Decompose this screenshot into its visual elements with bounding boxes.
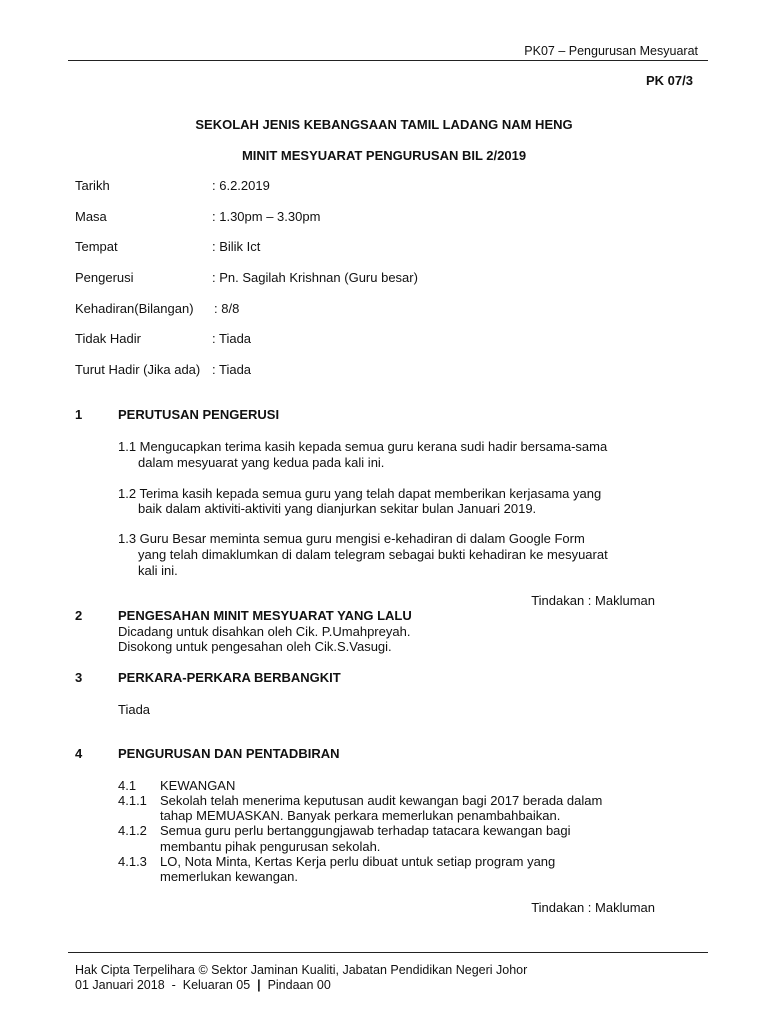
detail-label-also-present: Turut Hadir (Jika ada) (75, 362, 201, 377)
footer-revision: Pindaan 00 (267, 978, 331, 992)
item-1-1-line2: dalam mesyuarat yang kedua pada kali ini. (138, 455, 385, 470)
section-3-title: PERKARA-PERKARA BERBANGKIT (118, 670, 341, 685)
section-1-title: PERUTUSAN PENGERUSI (118, 407, 280, 422)
section-2-line1: Dicadang untuk disahkan oleh Cik. P.Umahpreyah. (118, 624, 411, 639)
item-1-1-line1: 1.1 Mengucapkan terima kasih kepada semua guru kerana sudi hadir bersama-sama (118, 439, 608, 454)
footer-rule (68, 952, 708, 953)
section-2-line2: Disokong untuk pengesahan oleh Cik.S.Vasugi. (118, 639, 392, 654)
footer-separator-dash: - (171, 978, 176, 992)
detail-label-venue: Tempat (75, 239, 118, 254)
section-3-number: 3 (75, 670, 83, 685)
item-4-1-1-line2: tahap MEMUASKAN. Banyak perkara memerlukan penambahbaikan. (160, 808, 561, 823)
section-3-body: Tiada (118, 702, 151, 717)
item-4-1-2-line2: membantu pihak pengurusan sekolah. (160, 839, 381, 854)
section-2-number: 2 (75, 608, 83, 623)
detail-value-time: : 1.30pm – 3.30pm (212, 209, 321, 224)
footer-date: 01 Januari 2018 (75, 978, 165, 992)
item-4-1-3-number: 4.1.3 (118, 854, 147, 869)
section-1-number: 1 (75, 407, 83, 422)
item-4-1-2-number: 4.1.2 (118, 823, 147, 838)
detail-label-date: Tarikh (75, 178, 110, 193)
section-4-action: Tindakan : Makluman (531, 900, 655, 915)
doc-reference: PK07 – Pengurusan Mesyuarat (524, 44, 698, 58)
detail-label-attendance: Kehadiran(Bilangan) (75, 301, 194, 316)
detail-label-time: Masa (75, 209, 107, 224)
item-4-1-number: 4.1 (118, 778, 137, 793)
form-code: PK 07/3 (646, 73, 693, 88)
item-4-1-2-line1: Semua guru perlu bertanggungjawab terhadap tatacara kewangan bagi (160, 823, 571, 838)
footer-separator-bar: | (257, 978, 261, 992)
detail-value-venue: : Bilik Ict (212, 239, 261, 254)
item-4-1-1-number: 4.1.1 (118, 793, 147, 808)
detail-label-chair: Pengerusi (75, 270, 134, 285)
item-4-1-3-line1: LO, Nota Minta, Kertas Kerja perlu dibuat untuk setiap program yang (160, 854, 556, 869)
section-1-action: Tindakan : Makluman (531, 593, 655, 608)
meeting-title: MINIT MESYUARAT PENGURUSAN BIL 2/2019 (241, 148, 527, 163)
item-4-1-1-line1: Sekolah telah menerima keputusan audit kewangan bagi 2017 berada dalam (160, 793, 603, 808)
detail-value-date: : 6.2.2019 (212, 178, 270, 193)
item-1-3-line2: yang telah dimaklumkan di dalam telegram sebagai bukti kehadiran ke mesyuarat (138, 547, 608, 562)
item-4-1-3-line2: memerlukan kewangan. (160, 869, 299, 884)
footer-issue: Keluaran 05 (182, 978, 251, 992)
item-1-3-line3: kali ini. (138, 563, 178, 578)
school-name: SEKOLAH JENIS KEBANGSAAN TAMIL LADANG NAM HENG (195, 117, 573, 132)
detail-value-attendance: : 8/8 (214, 301, 240, 316)
item-1-3-line1: 1.3 Guru Besar meminta semua guru mengisi e-kehadiran di dalam Google Form (118, 531, 585, 546)
section-4-number: 4 (75, 746, 83, 761)
detail-label-absent: Tidak Hadir (75, 331, 141, 346)
item-1-2-line1: 1.2 Terima kasih kepada semua guru yang telah dapat memberikan kerjasama yang (118, 486, 602, 501)
item-4-1-text: KEWANGAN (160, 778, 236, 793)
footer-copyright: Hak Cipta Terpelihara © Sektor Jaminan Kualiti, Jabatan Pendidikan Negeri Johor (75, 963, 528, 977)
item-1-2-line2: baik dalam aktiviti-aktiviti yang dianjurkan sekitar bulan Januari 2019. (138, 501, 537, 516)
detail-value-absent: : Tiada (212, 331, 252, 346)
header-rule (68, 60, 708, 61)
detail-value-also-present: : Tiada (212, 362, 252, 377)
section-2-title: PENGESAHAN MINIT MESYUARAT YANG LALU (118, 608, 412, 623)
footer-edition (75, 978, 331, 992)
section-4-title: PENGURUSAN DAN PENTADBIRAN (118, 746, 340, 761)
detail-value-chair: : Pn. Sagilah Krishnan (Guru besar) (212, 270, 418, 285)
